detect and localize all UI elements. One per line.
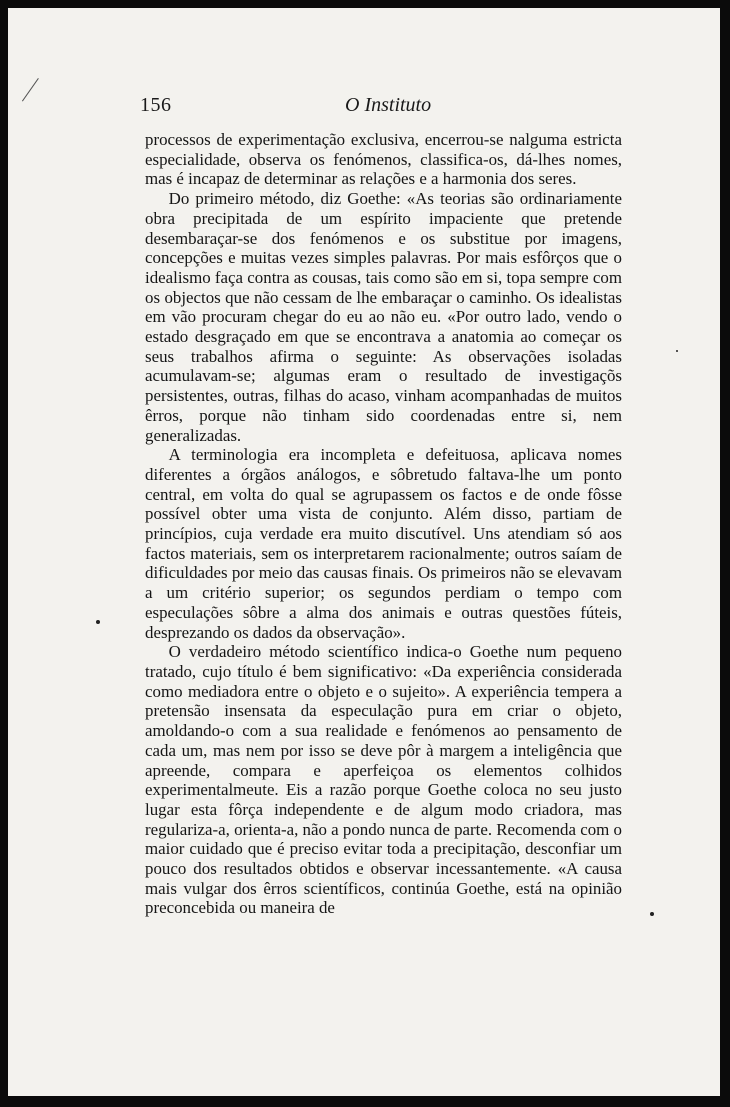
body-text (145, 130, 622, 918)
scan-speck-right (650, 912, 654, 916)
paragraph-2: Do primeiro método, diz Goethe: «As teorias são ordinariamente obra precipitada de um espírito impaciente que pretende desembaraçar-se dos fenómenos e os substitue por imagens, concepções e muitas vezes simples palavras. Por mais esfôrços que o idealismo faça contra as cousas, tais como são em si, topa sempre com os objectos que não cessam de lhe embaraçar o caminho. Os idealistas em vão procuram chegar do eu ao não eu. «Por outro lado, vendo o estado desgraçado em que se encontrava a anatomia ao começar os seus trabalhos afirma o seguinte: As observações isoladas acumulavam-se; algumas eram o resultado de investigaçõs persistentes, outras, filhas do acaso, vinham acompanhadas de muitos êrros, porque não tinham sido coordenadas entre si, nem generalizadas. (145, 189, 622, 445)
scan-speck-left (96, 620, 100, 624)
journal-title: O Instituto (345, 94, 432, 116)
paragraph-1: processos de experimentação exclusiva, encerrou-se nalguma estricta especialidade, observa os fenómenos, classifica-os, dá-lhes nomes, mas é incapaz de determinar as relações e a harmonia dos seres. (145, 130, 622, 189)
paragraph-4: O verdadeiro método scientífico indica-o Goethe num pequeno tratado, cujo título é bem significativo: «Da experiência considerada como mediadora entre o objeto e o sujeito». A experiência tempera a pretensão insensata da especulação pura em criar o objeto, amoldando-o com a sua realidade e fenómenos ao pensamento de cada um, mas nem por isso se deve pôr à margem a inteligência que apreende, compara e aperfeiçoa os elementos colhidos experimentalmeute. Eis a razão porque Goethe coloca no seu justo lugar esta fôrça independente e de algum modo criadora, mas regulariza-a, orienta-a, não a pondo nunca de parte. Recomenda com o maior cuidado que é preciso evitar toda a precipitação, desconfiar um pouco dos resultados obtidos e observar incessantemente. «A causa mais vulgar dos êrros scientíficos, continúa Goethe, está na opinião preconcebida ou maneira de (145, 642, 622, 918)
running-head (140, 94, 640, 124)
scan-speck-right-upper (676, 350, 678, 352)
scan-stroke-mark (22, 78, 39, 102)
book-page (8, 8, 720, 1096)
paragraph-3: A terminologia era incompleta e defeituosa, aplicava nomes diferentes a órgãos análogos, e sôbretudo faltava-lhe um ponto central, em volta do qual se agrupassem os factos e de onde fôsse possível obter uma vista de conjunto. Além disso, partiam de princípios, cuja verdade era muito discutível. Uns atendiam só aos factos materiais, sem os interpretarem racionalmente; outros saíam de dificuldades por meio das causas finais. Os primeiros não se elevavam a um critério superior; os segundos perdiam o tempo com especulações sôbre a alma dos animais e outras questões fúteis, desprezando os dados da observação». (145, 445, 622, 642)
page-number: 156 (140, 94, 172, 116)
